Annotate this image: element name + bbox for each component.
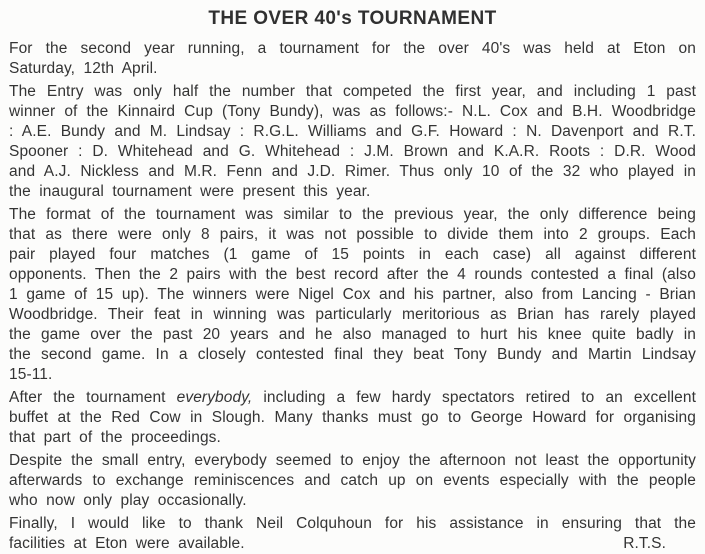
paragraph-entry-list: The Entry was only half the number that competed the first year, and including 1 past winner of the Kinnaird Cup (Tony Bundy), was as follows:- N.L. Cox and B.H. Woodbridge : A.E. Bundy and M. Lindsay : R.G.L. Williams and G.F. Howard : N. Davenport and R.T. Spooner : D. Whitehead and G. Whitehead : J.M. Brown and K.A.R. Roots : D.R. Wood and A.J. Nickless and M.R. Fenn and J.D. Rimer. Thus only 10 of the 32 who played in the inaugural tournament were present this year.: [9, 83, 696, 200]
paragraph-buffet-rest: including a few hardy spectators retired to an excellent buffet at the Red Cow in Slough. Many thanks must go to George Howard for organising that part of the proceedings.: [9, 389, 697, 446]
paragraph-thanks: [9, 514, 696, 554]
signature: R.T.S.: [623, 535, 666, 552]
paragraph-closing: Despite the small entry, everybody seemed to enjoy the afternoon not least the opportunity afterwards to exchange reminiscences and catch up on events especially with the people who now only play occasionally.: [9, 452, 696, 509]
page-title: THE OVER 40's TOURNAMENT: [208, 8, 497, 29]
paragraph-format: The format of the tournament was similar to the previous year, the only difference being that as there were only 8 pairs, it was not possible to divide them into 2 groups. Each pair played four matches (1 game of 15 points in each case) all against different opponents. Then the 2 pairs with the best record after the 4 rounds contested a final (also 1 game of 15 up). The winners were Nigel Cox and his partner, also from Lancing - Brian Woodbridge. Their feat in winning was particularly meritorious as Brian has rarely played the game over the past 20 years and he also managed to hurt his knee quite badly in the second game. In a closely contested final they beat Tony Bundy and Martin Lindsay 15-11.: [9, 206, 696, 383]
emphasis-everybody: everybody,: [176, 389, 253, 406]
paragraph-thanks-text: Finally, I would like to thank Neil Colquhoun for his assistance in ensuring that the facilities at Eton were available.: [9, 515, 696, 552]
paragraph-intro: For the second year running, a tournament for the over 40's was held at Eton on Saturday, 12th April.: [9, 40, 696, 77]
paragraph-buffet: [9, 388, 696, 448]
paragraph-buffet-start: After the tournament: [9, 389, 177, 406]
